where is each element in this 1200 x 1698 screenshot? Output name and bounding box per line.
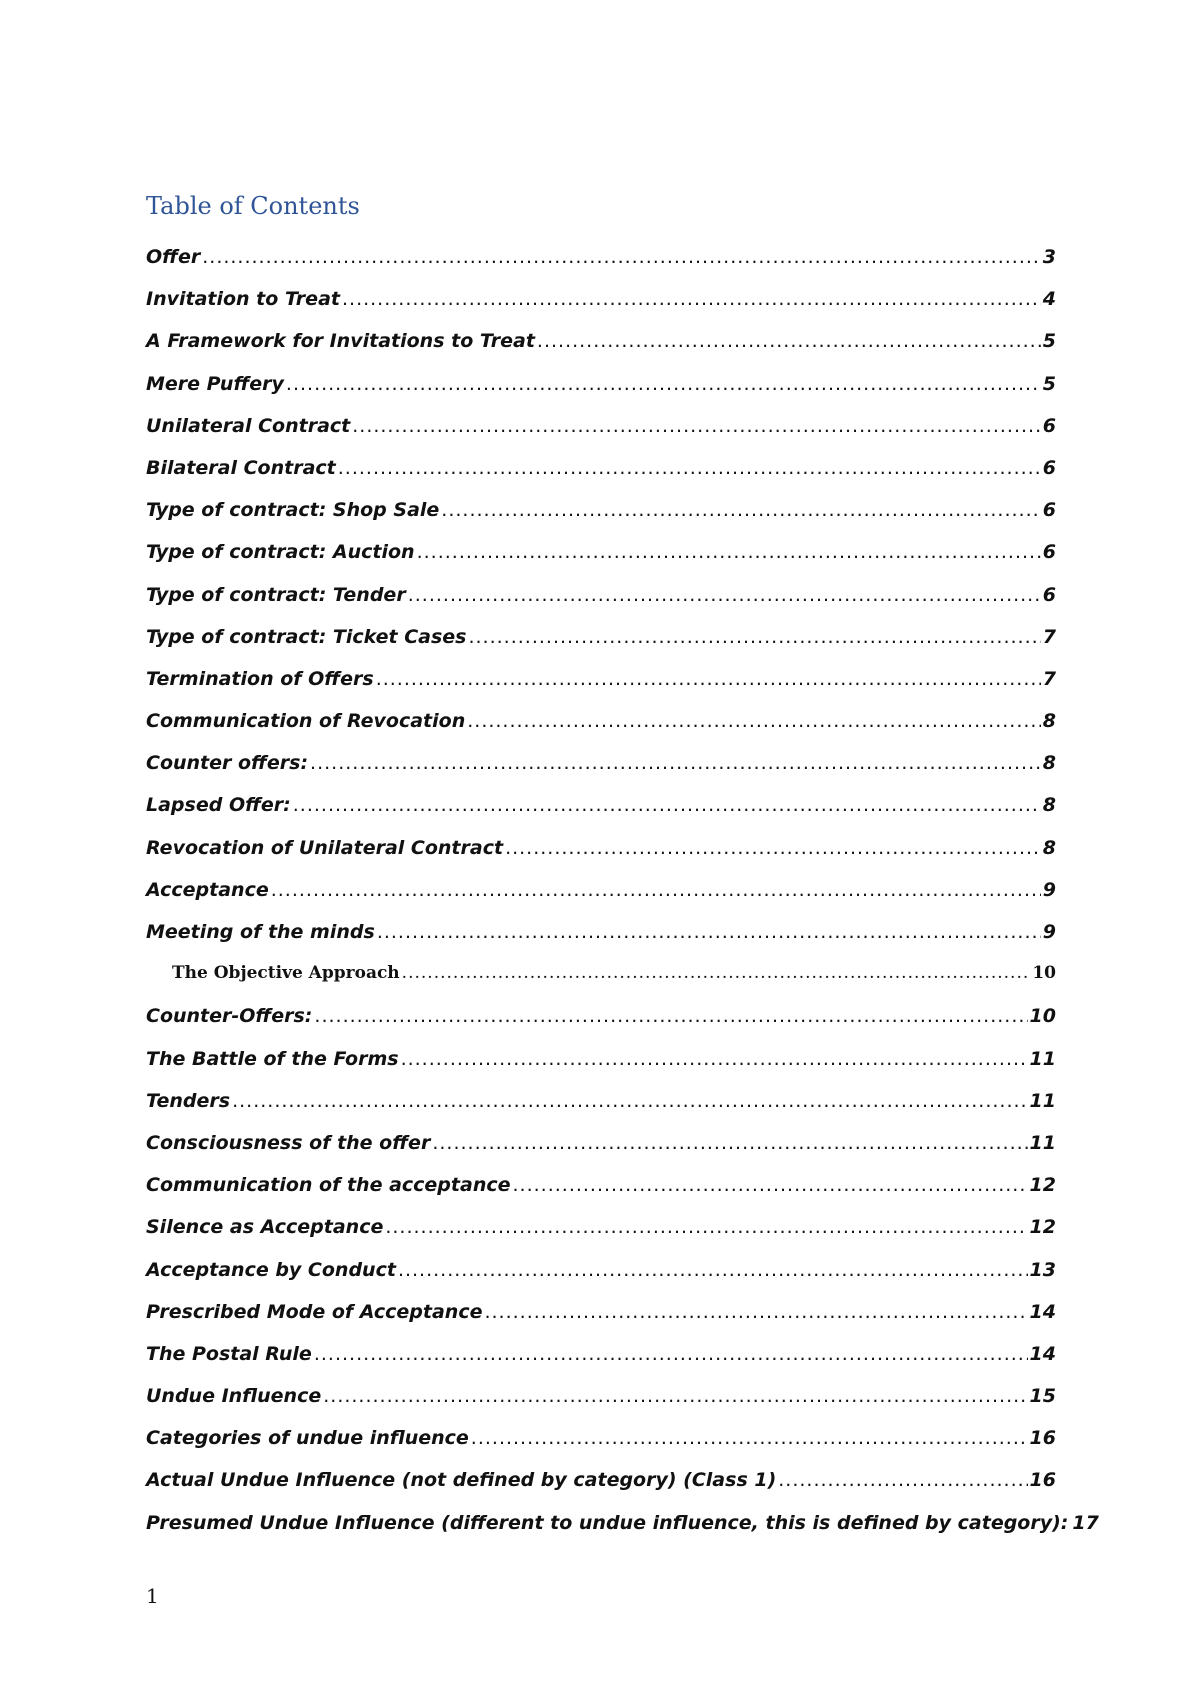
toc-dot-leader [271,879,1041,901]
toc-entry[interactable] [146,879,1056,921]
toc-entry[interactable] [146,752,1056,794]
toc-entry-page: 12 [1029,1174,1056,1197]
toc-dot-leader [513,1174,1028,1196]
toc-entry-page: 8 [1042,794,1056,817]
toc-entry-title: Communication of Revocation [146,710,466,733]
toc-dot-leader [338,457,1041,479]
toc-dot-leader [232,1090,1027,1112]
toc-dot-leader [314,1005,1027,1027]
toc-dot-leader [377,921,1041,943]
toc-entry[interactable] [146,541,1056,583]
toc-entry-title: Mere Puffery [146,372,284,395]
toc-dot-leader [778,1469,1027,1491]
toc-entry[interactable] [146,373,1056,415]
toc-dot-leader [202,246,1041,268]
toc-entry-page: 6 [1042,414,1056,437]
toc-entry-title: Offer [146,246,201,268]
toc-entry-title: Silence as Acceptance [146,1216,384,1239]
toc-entry-title: Acceptance [146,878,269,901]
toc-entry[interactable] [146,1469,1056,1511]
toc-entry-title: Communication of the acceptance [146,1174,511,1197]
toc-entry-title: Invitation to Treat [146,288,340,311]
toc-entry-title: Type of contract: Shop Sale [146,499,440,522]
toc-entry-page: 9 [1042,921,1056,943]
toc-dot-leader [398,1259,1028,1281]
toc-entry-page: 11 [1029,1047,1056,1070]
toc-entry-page: 7 [1042,667,1056,690]
toc-entry[interactable] [146,710,1056,752]
toc-entry-page: 8 [1042,752,1056,775]
toc-dot-leader [408,584,1041,606]
toc-entry-page: 11 [1029,1131,1056,1154]
toc-entry-page: 16 [1029,1469,1056,1492]
toc-dot-leader [441,499,1040,521]
toc-dot-leader [342,288,1041,310]
toc-entry[interactable] [146,1301,1056,1343]
toc-entry-title: Meeting of the minds [146,921,375,943]
toc-dot-leader [468,626,1040,648]
toc-dot-leader [537,330,1041,352]
page-number: 1 [146,1584,159,1608]
toc-entry[interactable] [146,584,1056,626]
toc-entry-title: Termination of Offers [146,667,374,690]
toc-entry-title: The Objective Approach [172,963,400,984]
toc-entry-page: 7 [1042,625,1056,648]
toc-dot-leader [376,668,1041,690]
toc-entry-page: 15 [1029,1385,1056,1408]
toc-entry[interactable] [146,626,1056,668]
toc-entry-title: Presumed Undue Influence (different to undue influence, this is defined by category): [146,1511,1069,1534]
toc-dot-leader [402,963,1031,983]
toc-entry[interactable] [146,330,1056,372]
toc-dot-leader [505,837,1041,859]
toc-entry[interactable] [146,1511,1099,1554]
toc-entry[interactable] [146,1048,1056,1090]
toc-entry[interactable] [146,1132,1056,1174]
toc-entry-page: 8 [1042,710,1056,733]
toc-entry-title: Counter offers: [146,752,309,775]
toc-entry[interactable] [146,1427,1056,1469]
toc-dot-leader [293,794,1041,816]
toc-entry[interactable] [146,1090,1056,1132]
toc-entry-title: Undue Influence [146,1385,322,1408]
toc-entry[interactable] [146,415,1056,457]
toc-entry-page: 14 [1029,1342,1056,1365]
toc-entry-page: 17 [1072,1511,1099,1534]
toc-entry-page: 13 [1029,1258,1056,1281]
toc-dot-leader [467,710,1041,732]
toc-title: Table of Contents [146,192,360,220]
toc-entry-page: 14 [1029,1300,1056,1323]
toc-entry-page: 12 [1029,1216,1056,1239]
toc-entry-page: 6 [1042,456,1056,479]
toc-entry[interactable] [146,499,1056,541]
toc-entry-title: Bilateral Contract [146,456,336,479]
toc-entry-title: Counter-Offers: [146,1005,313,1028]
toc-entry[interactable] [146,794,1056,836]
toc-dot-leader [323,1385,1027,1407]
toc-entry-title: The Battle of the Forms [146,1047,399,1070]
toc-dot-leader [385,1216,1027,1238]
toc-entry-page: 9 [1042,878,1056,901]
toc-entry-title: Tenders [146,1089,231,1112]
toc-entry-title: Type of contract: Ticket Cases [146,625,467,648]
toc-dot-leader [314,1343,1028,1365]
toc-entry-title: Revocation of Unilateral Contract [146,836,504,859]
toc-entry-page: 4 [1042,288,1056,311]
toc-entry-page: 10 [1029,1005,1056,1028]
toc-entry[interactable] [146,1174,1056,1216]
toc-entry-page: 10 [1032,963,1056,984]
toc-entry[interactable] [146,457,1056,499]
toc-entry[interactable] [146,1259,1056,1301]
toc-entry[interactable] [146,921,1056,963]
toc-entry[interactable] [146,963,1056,1005]
toc-entry-page: 16 [1029,1427,1056,1450]
toc-entry-page: 6 [1042,583,1056,606]
toc-entry-title: Consciousness of the offer [146,1131,431,1154]
toc-entry[interactable] [146,668,1056,710]
toc-entry-title: Actual Undue Influence (not defined by category) (Class 1) [146,1469,777,1492]
toc-entry[interactable] [146,837,1056,879]
toc-entry[interactable] [146,1385,1056,1427]
toc-entry-title: Prescribed Mode of Acceptance [146,1300,483,1323]
toc-entry-page: 3 [1042,246,1056,268]
toc-entry-title: The Postal Rule [146,1342,312,1365]
toc-list [146,246,1099,1554]
toc-entry-page: 8 [1042,836,1056,859]
toc-entry-title: A Framework for Invitations to Treat [146,330,535,353]
toc-entry[interactable] [146,288,1056,330]
toc-entry-page: 6 [1042,499,1056,522]
toc-entry[interactable] [146,246,1056,288]
toc-dot-leader [310,752,1041,774]
toc-dot-leader [484,1301,1027,1323]
toc-dot-leader [432,1132,1027,1154]
toc-dot-leader [352,415,1041,437]
toc-entry-title: Lapsed Offer: [146,794,291,817]
toc-entry-title: Acceptance by Conduct [146,1258,396,1281]
toc-entry[interactable] [146,1343,1056,1385]
toc-entry-title: Type of contract: Auction [146,541,415,564]
toc-dot-leader [417,541,1041,563]
toc-entry-page: 11 [1029,1089,1056,1112]
toc-dot-leader [401,1048,1028,1070]
toc-entry-page: 5 [1042,372,1056,395]
toc-dot-leader [471,1427,1028,1449]
toc-dot-leader [286,373,1041,395]
toc-entry-title: Type of contract: Tender [146,583,406,606]
toc-entry-title: Unilateral Contract [146,414,351,437]
toc-entry[interactable] [146,1216,1056,1258]
toc-entry[interactable] [146,1005,1056,1047]
toc-entry-page: 5 [1042,330,1056,353]
toc-entry-title: Categories of undue influence [146,1427,469,1450]
toc-entry-page: 6 [1042,541,1056,564]
